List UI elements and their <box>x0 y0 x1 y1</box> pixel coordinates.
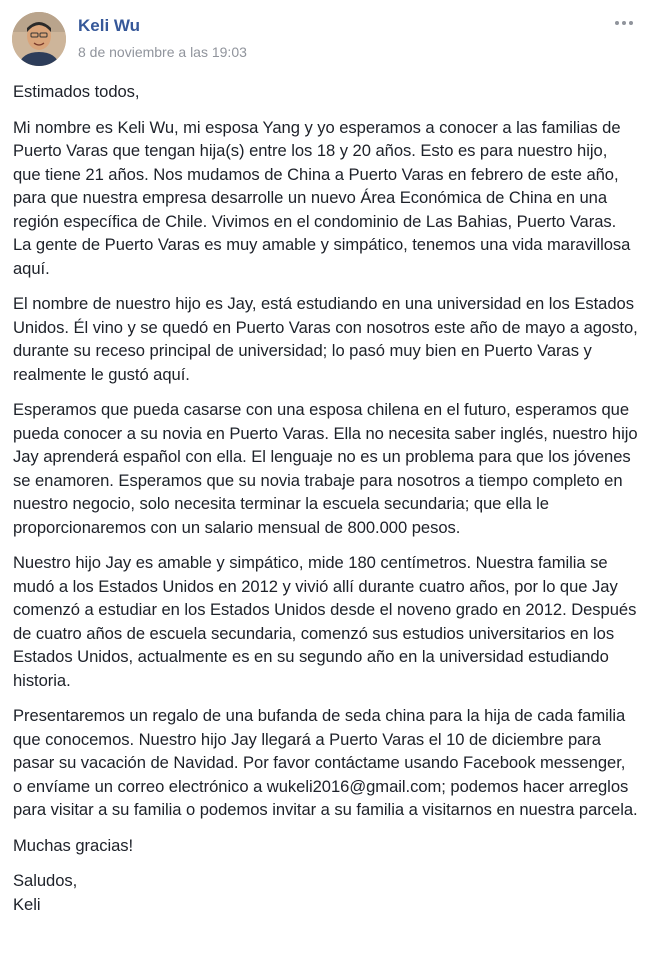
post-header <box>12 12 638 68</box>
dot <box>615 21 619 25</box>
post-paragraph: Nuestro hijo Jay es amable y simpático, mide 180 centímetros. Nuestra familia se mudó a los Estados Unidos en 2012 y vivió allí durante cuatro años, por lo que Jay comenzó a estudiar en los Estados Unidos desde el noveno grado en 2012. Después de cuatro años de escuela secundaria, comenzó sus estudios universitarios en los Estados Unidos, actualmente es en su segundo año en la universidad estudiando historia. <box>13 553 637 690</box>
dot <box>622 21 626 25</box>
author-name[interactable]: Keli Wu <box>78 16 141 35</box>
post-paragraph: Mi nombre es Keli Wu, mi esposa Yang y yo esperamos a conocer a las familias de Puerto Varas que tengan hija(s) entre los 18 y 20 años. Esto es para nuestro hijo, que tiene 21 años. Nos mudamos de China a Puerto Varas en febrero de este año, para que nuestra empresa desarrolle un nuevo Área Económica de China en una región específica de Chile. Vivimos en el condominio de Las Bahias, Puerto Varas. La gente de Puerto Varas es muy amable y simpático, tenemos una vida maravillosa aquí. <box>13 117 631 278</box>
post-signature: Keli <box>13 894 41 914</box>
post-paragraph: El nombre de nuestro hijo es Jay, está estudiando en una universidad en los Estados Unidos. Él vino y se quedó en Puerto Varas con nosotros este año de mayo a agosto, durante su receso principal de universidad; lo pasó muy bien en Puerto Varas y realmente le gustó aquí. <box>13 294 638 384</box>
avatar-photo-icon <box>12 12 66 66</box>
post-timestamp[interactable]: 8 de noviembre a las 19:03 <box>78 44 247 60</box>
post-body <box>13 80 639 916</box>
post-closing: Saludos, <box>13 871 78 890</box>
post-thanks: Muchas gracias! <box>13 835 134 855</box>
post-paragraph: Esperamos que pueda casarse con una esposa chilena en el futuro, esperamos que pueda conocer a su novia en Puerto Varas. Ella no necesita saber inglés, nuestro hijo Jay aprenderá español con ella. El lenguaje no es un problema para que los jóvenes se enamoren. Esperamos que su novia trabaje para nosotros a tiempo completo en nuestro negocio, solo necesita terminar la escuela secundaria; que ella le proporcionaremos con un salario mensual de 800.000 pesos. <box>13 400 638 537</box>
avatar[interactable] <box>12 12 66 66</box>
dot <box>629 21 633 25</box>
post-greeting: Estimados todos, <box>13 82 140 101</box>
more-options-icon[interactable] <box>612 14 636 30</box>
post-paragraph: Presentaremos un regalo de una bufanda de seda china para la hija de cada familia que conocemos. Nuestro hijo Jay llegará a Puerto Varas el 10 de diciembre para pasar su vacación de Navidad. Por favor contáctame usando Facebook messenger, o envíame un correo electrónico a wukeli2016@gmail.com; podemos hacer arreglos para visitar a su familia o podemos invitar a su familia a visitarnos en nuestra parcela. <box>13 706 638 819</box>
